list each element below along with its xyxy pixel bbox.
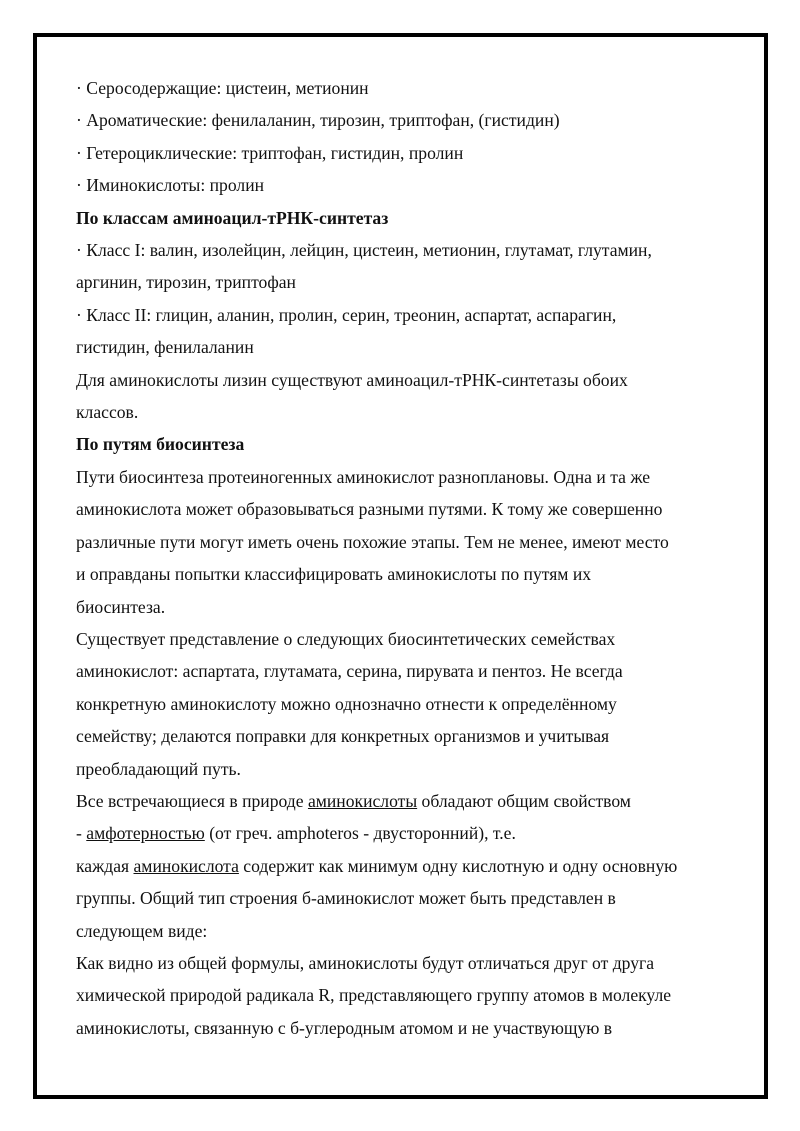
section-heading: По путям биосинтеза [76, 434, 245, 455]
text-fragment: Все встречающиеся в природе [76, 790, 308, 811]
text-line: преобладающий путь. [76, 758, 241, 779]
link-aminokislota[interactable]: аминокислота [133, 855, 239, 876]
text-line: и оправданы попытки классифицировать аминокислоты по путям их [76, 564, 592, 585]
text-line: Для аминокислоты лизин существуют аминоацил-тРНК-синтетазы обоих [76, 369, 628, 390]
text-line: различные пути могут иметь очень похожие этапы. Тем не менее, имеют место [76, 531, 669, 552]
text-fragment: (от греч. amphoteros - двусторонний), т.е. [204, 823, 516, 844]
document-body [76, 72, 726, 1044]
text-line: классов. [76, 402, 139, 423]
text-line: аминокислот: аспартата, глутамата, серина, пирувата и пентоз. Не всегда [76, 661, 623, 682]
section-heading: По классам аминоацил-тРНК-синтетаз [76, 207, 389, 228]
text-line: гистидин, фенилаланин [76, 337, 254, 358]
text-fragment: каждая [76, 855, 134, 876]
text-fragment: содержит как минимум одну кислотную и одну основную [238, 855, 678, 876]
text-line: группы. Общий тип строения б-аминокислот может быть представлен в [76, 888, 616, 909]
text-block-tail [76, 882, 726, 1044]
text-line: Как видно из общей формулы, аминокислоты будут отличаться друг от друга [76, 952, 655, 973]
text-line: химической природой радикала R, представляющего группу атомов в молекуле [76, 985, 672, 1006]
text-line: аминокислота может образовываться разными путями. К тому же совершенно [76, 499, 663, 520]
text-line [76, 785, 726, 817]
text-line: · Гетероциклические: триптофан, гистидин, пролин [76, 142, 464, 163]
text-line: · Класс II: глицин, аланин, пролин, серин, треонин, аспартат, аспарагин, [76, 304, 617, 325]
text-line: биосинтеза. [76, 596, 166, 617]
text-fragment: - [76, 823, 87, 844]
text-line: · Ароматические: фенилаланин, тирозин, триптофан, (гистидин) [76, 110, 560, 131]
link-aminokisloty[interactable]: аминокислоты [307, 790, 418, 811]
link-amfoternost[interactable]: амфотерностью [86, 823, 205, 844]
text-line: следующем виде: [76, 920, 208, 941]
text-line: семейству; делаются поправки для конкретных организмов и учитывая [76, 726, 610, 747]
text-line [76, 850, 726, 882]
text-line: Существует представление о следующих биосинтетических семействах [76, 628, 616, 649]
text-line: аргинин, тирозин, триптофан [76, 272, 296, 293]
text-line: аминокислоты, связанную с б-углеродным атомом и не участвующую в [76, 1017, 613, 1038]
paragraph-amphoteric [76, 785, 726, 882]
text-line: · Серосодержащие: цистеин, метионин [76, 78, 369, 98]
text-fragment: обладают общим свойством [417, 790, 631, 811]
text-block-main [76, 72, 726, 785]
text-line: · Иминокислоты: пролин [76, 175, 265, 196]
text-line: · Класс I: валин, изолейцин, лейцин, цистеин, метионин, глутамат, глутамин, [76, 240, 652, 261]
text-line [76, 817, 726, 849]
text-line: конкретную аминокислоту можно однозначно отнести к определённому [76, 693, 617, 714]
text-line: Пути биосинтеза протеиногенных аминокислот разноплановы. Одна и та же [76, 466, 651, 487]
